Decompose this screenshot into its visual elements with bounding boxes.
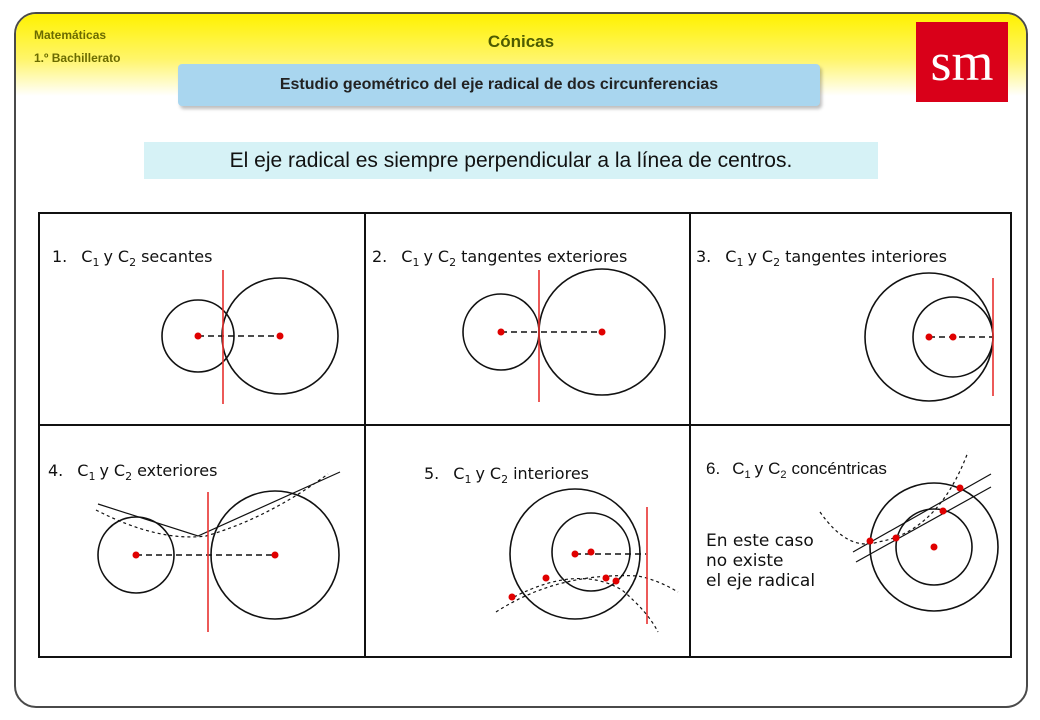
statement-banner: El eje radical es siempre perpendicular a la línea de centros.	[144, 142, 878, 179]
note-line-2: no existe	[706, 551, 784, 571]
center-point-c1	[195, 333, 202, 340]
intersection-point	[893, 535, 900, 542]
subject-line-1: Matemáticas	[34, 28, 107, 42]
secant-line-1	[853, 474, 991, 552]
intersection-point	[940, 508, 947, 515]
panel-interiores	[424, 464, 678, 632]
panel-secantes	[52, 247, 338, 404]
center-point-c2	[599, 329, 606, 336]
panel-6-label: 6. $C_1$ y $C_2$ concéntricas	[706, 459, 887, 481]
center-point-c2	[588, 549, 595, 556]
intersection-point	[543, 575, 550, 582]
subtitle-bar: Estudio geométrico del eje radical de dos circunferencias	[178, 64, 820, 106]
diagram-svg	[38, 212, 1012, 658]
center-point-c2	[277, 333, 284, 340]
topic-title: Cónicas	[487, 32, 555, 51]
center-point-c1	[133, 552, 140, 559]
grid-frame	[39, 213, 1011, 657]
center-point-c1	[498, 329, 505, 336]
note-line-1: En este caso	[706, 531, 814, 551]
center-point-c1	[572, 551, 579, 558]
panel-3-label: 3. $C_1$ y $C_2$ tangentes interiores	[696, 247, 947, 269]
center-point	[931, 544, 938, 551]
intersection-point	[867, 538, 874, 545]
publisher-logo: sm	[916, 22, 1008, 102]
panel-tangentes-exteriores	[372, 247, 665, 402]
slide	[14, 12, 1028, 708]
intersection-point	[509, 594, 516, 601]
intersection-point	[603, 575, 610, 582]
secant-line-2	[856, 487, 991, 562]
panel-exteriores	[48, 461, 340, 632]
auxiliary-circle-arc	[96, 474, 328, 537]
panel-concentricas	[706, 452, 998, 611]
panel-4-label: 4. $C_1$ y $C_2$ exteriores	[48, 461, 218, 483]
panel-tangentes-interiores	[696, 247, 993, 401]
intersection-point	[957, 485, 964, 492]
tangent-lines	[98, 472, 340, 536]
diagram-grid	[38, 212, 1012, 658]
panel-1-label: 1. $C_1$ y $C_2$ secantes	[52, 247, 213, 269]
intersection-point	[613, 578, 620, 585]
subject-line-2: 1.º Bachillerato	[34, 51, 121, 65]
center-point-c1	[926, 334, 933, 341]
panel-5-label: 5. $C_1$ y $C_2$ interiores	[424, 464, 589, 486]
note-line-3: el eje radical	[706, 571, 816, 591]
center-point-c2	[272, 552, 279, 559]
panel-2-label: 2. $C_1$ y $C_2$ tangentes exteriores	[372, 247, 628, 269]
center-point-c2	[950, 334, 957, 341]
